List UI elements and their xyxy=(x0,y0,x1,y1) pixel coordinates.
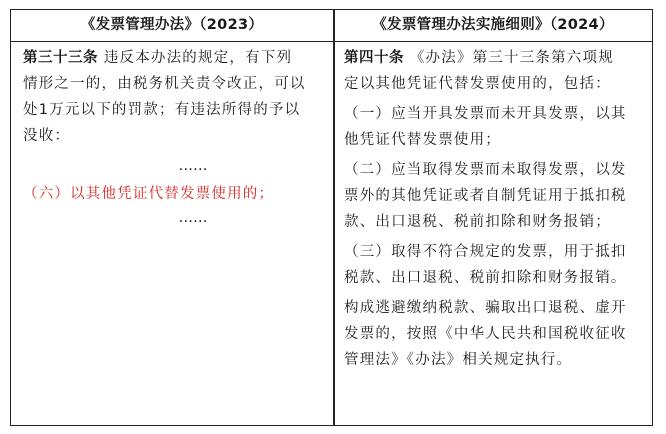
left-text-line: 情形之一的，由税务机关责令改正，可以 xyxy=(23,76,306,92)
right-column-body xyxy=(344,45,642,373)
right-column-header: 《发票管理办法实施细则》（2024） xyxy=(372,17,614,33)
right-text-line: 发票的，按照《中华人民共和国税收征收 xyxy=(344,326,627,342)
comparison-table xyxy=(10,9,653,426)
column-divider xyxy=(333,10,335,425)
right-text-line: 构成逃避缴纳税款、骗取出口退税、虚开 xyxy=(344,300,627,316)
right-text-line: 他凭证代替发票使用； xyxy=(344,132,501,148)
left-ellipsis-bottom: …… xyxy=(178,210,208,226)
right-text-line: 税款、出口退税、税前扣除和财务报销。 xyxy=(344,270,627,286)
table-header-row xyxy=(11,10,652,42)
left-text-line: 违反本办法的规定，有下列 xyxy=(103,50,293,66)
right-text-line: （一）应当开具发票而未开具发票，以其 xyxy=(344,106,627,122)
right-line-1 xyxy=(344,45,642,71)
left-text-line: 处1万元以下的罚款；有违法所得的予以 xyxy=(23,102,301,118)
right-text-line: 定以其他凭证代替发票使用的，包括： xyxy=(344,76,611,92)
right-text-line: （三）取得不符合规定的发票，用于抵扣 xyxy=(344,244,627,260)
right-text-line: 票外的其他凭证或者自制凭证用于抵扣税 xyxy=(344,188,627,204)
left-ellipsis-top: …… xyxy=(178,158,208,174)
right-text-line: 《办法》第三十三条第六项规 xyxy=(409,50,614,66)
right-text-line: （二）应当取得发票而未取得发票，以发 xyxy=(344,162,627,178)
left-column-body xyxy=(23,45,323,231)
left-article-title: 第三十三条 xyxy=(23,50,98,66)
right-article-title: 第四十条 xyxy=(344,50,404,66)
right-text-line: 款、出口退税、税前扣除和财务报销； xyxy=(344,214,611,230)
left-line-1 xyxy=(23,45,323,71)
right-text-line: 管理法》《办法》相关规定执行。 xyxy=(344,352,573,368)
left-highlight-item: （六）以其他凭证代替发票使用的； xyxy=(23,186,275,202)
left-text-line: 没收： xyxy=(23,128,71,144)
left-column-header: 《发票管理办法》（2023） xyxy=(80,17,264,33)
